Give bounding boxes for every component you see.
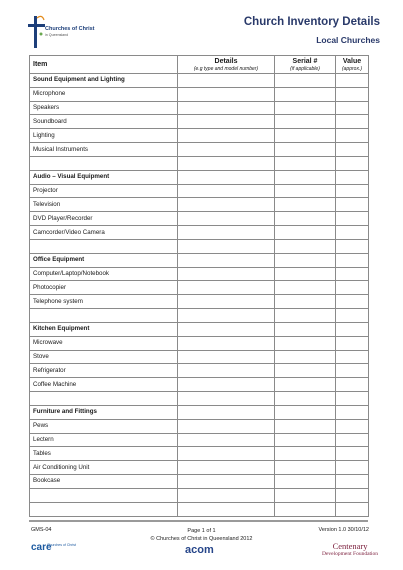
table-row (30, 350, 369, 364)
value-cell[interactable] (336, 488, 369, 502)
table-header-row (30, 56, 369, 74)
table-row (30, 433, 369, 447)
column-header-item: Item (30, 56, 178, 74)
value-cell[interactable] (336, 87, 369, 101)
value-cell[interactable] (336, 198, 369, 212)
value-cell[interactable] (336, 378, 369, 392)
item-label: Microwave (30, 336, 178, 350)
table-row (30, 419, 369, 433)
table-row (30, 502, 369, 516)
table-body (30, 74, 369, 517)
value-cell[interactable] (336, 322, 369, 336)
details-cell[interactable] (178, 502, 275, 516)
item-label: Tables (30, 447, 178, 461)
section-row (30, 322, 369, 336)
serial-cell[interactable] (275, 281, 336, 295)
table-row (30, 267, 369, 281)
value-cell[interactable] (336, 212, 369, 226)
details-cell[interactable] (178, 253, 275, 267)
table-row (30, 309, 369, 323)
details-cell[interactable] (178, 350, 275, 364)
serial-cell[interactable] (275, 350, 336, 364)
value-cell[interactable] (336, 447, 369, 461)
item-label: Air Conditioning Unit (30, 461, 178, 475)
item-label: DVD Player/Recorder (30, 212, 178, 226)
value-cell[interactable] (336, 461, 369, 475)
value-cell[interactable] (336, 405, 369, 419)
item-label: Stove (30, 350, 178, 364)
table-row (30, 378, 369, 392)
value-cell[interactable] (336, 364, 369, 378)
serial-cell[interactable] (275, 74, 336, 88)
item-label: Television (30, 198, 178, 212)
column-header-value: Value (approx.) (336, 56, 369, 74)
page-number: Page 1 of 1 (187, 528, 216, 534)
details-cell[interactable] (178, 115, 275, 129)
table-row (30, 198, 369, 212)
value-cell[interactable] (336, 170, 369, 184)
serial-cell[interactable] (275, 336, 336, 350)
details-cell[interactable] (178, 156, 275, 170)
serial-cell[interactable] (275, 502, 336, 516)
serial-cell[interactable] (275, 378, 336, 392)
serial-cell[interactable] (275, 156, 336, 170)
serial-cell[interactable] (275, 364, 336, 378)
value-cell[interactable] (336, 392, 369, 406)
serial-cell[interactable] (275, 475, 336, 489)
serial-cell[interactable] (275, 184, 336, 198)
serial-cell[interactable] (275, 267, 336, 281)
serial-cell[interactable] (275, 101, 336, 115)
serial-cell[interactable] (275, 129, 336, 143)
value-cell[interactable] (336, 101, 369, 115)
item-label: Computer/Laptop/Notebook (30, 267, 178, 281)
item-label: Musical Instruments (30, 143, 178, 157)
item-label (30, 502, 178, 516)
details-cell[interactable] (178, 198, 275, 212)
serial-cell[interactable] (275, 405, 336, 419)
item-label: Telephone system (30, 295, 178, 309)
value-cell[interactable] (336, 253, 369, 267)
section-row (30, 253, 369, 267)
page-title: Church Inventory Details (243, 16, 380, 28)
serial-cell[interactable] (275, 309, 336, 323)
item-label: Refrigerator (30, 364, 178, 378)
value-cell[interactable] (336, 267, 369, 281)
table-row (30, 212, 369, 226)
section-heading: Kitchen Equipment (30, 322, 178, 336)
value-cell[interactable] (336, 350, 369, 364)
details-cell[interactable] (178, 267, 275, 281)
serial-cell[interactable] (275, 488, 336, 502)
details-cell[interactable] (178, 378, 275, 392)
value-cell[interactable] (336, 281, 369, 295)
item-label (30, 488, 178, 502)
value-cell[interactable] (336, 336, 369, 350)
details-cell[interactable] (178, 364, 275, 378)
item-label: Coffee Machine (30, 378, 178, 392)
value-cell[interactable] (336, 433, 369, 447)
serial-cell[interactable] (275, 143, 336, 157)
copyright: © Churches of Christ in Queensland 2012 (150, 536, 253, 542)
details-cell[interactable] (178, 143, 275, 157)
serial-cell[interactable] (275, 461, 336, 475)
details-cell[interactable] (178, 129, 275, 143)
table-row (30, 129, 369, 143)
section-heading: Furniture and Fittings (30, 405, 178, 419)
details-cell[interactable] (178, 212, 275, 226)
table-row (30, 184, 369, 198)
serial-cell[interactable] (275, 419, 336, 433)
serial-cell[interactable] (275, 212, 336, 226)
section-row (30, 405, 369, 419)
details-cell[interactable] (178, 309, 275, 323)
details-cell[interactable] (178, 226, 275, 240)
serial-cell[interactable] (275, 322, 336, 336)
serial-cell[interactable] (275, 239, 336, 253)
serial-cell[interactable] (275, 115, 336, 129)
details-cell[interactable] (178, 392, 275, 406)
value-cell[interactable] (336, 156, 369, 170)
value-cell[interactable] (336, 309, 369, 323)
value-cell[interactable] (336, 502, 369, 516)
details-cell[interactable] (178, 295, 275, 309)
item-label: Projector (30, 184, 178, 198)
item-label: Pews (30, 419, 178, 433)
item-label: Speakers (30, 101, 178, 115)
value-cell[interactable] (336, 419, 369, 433)
table-row (30, 364, 369, 378)
table-row (30, 461, 369, 475)
table-row (30, 392, 369, 406)
value-cell[interactable] (336, 295, 369, 309)
table-row (30, 226, 369, 240)
value-cell[interactable] (336, 226, 369, 240)
serial-cell[interactable] (275, 170, 336, 184)
value-cell[interactable] (336, 129, 369, 143)
acom-logo: acom (185, 544, 214, 556)
serial-cell[interactable] (275, 87, 336, 101)
serial-cell[interactable] (275, 253, 336, 267)
section-heading: Sound Equipment and Lighting (30, 74, 178, 88)
details-cell[interactable] (178, 475, 275, 489)
item-label: Microphone (30, 87, 178, 101)
value-cell[interactable] (336, 239, 369, 253)
footer-divider (29, 520, 368, 522)
table-row (30, 115, 369, 129)
item-label (30, 309, 178, 323)
details-cell[interactable] (178, 87, 275, 101)
table-row (30, 295, 369, 309)
value-cell[interactable] (336, 184, 369, 198)
form-code: GMS-04 (31, 527, 52, 533)
column-header-details: Details (e.g type and model number) (178, 56, 275, 74)
table-row (30, 156, 369, 170)
details-cell[interactable] (178, 170, 275, 184)
table-row (30, 281, 369, 295)
table-row (30, 336, 369, 350)
item-label: Bookcase (30, 475, 178, 489)
item-label: Lectern (30, 433, 178, 447)
version-text: Version 1.0 30/10/12 (318, 527, 369, 533)
item-label (30, 239, 178, 253)
details-cell[interactable] (178, 184, 275, 198)
page-subtitle: Local Churches (316, 35, 380, 45)
details-cell[interactable] (178, 281, 275, 295)
details-cell[interactable] (178, 447, 275, 461)
details-cell[interactable] (178, 419, 275, 433)
centenary-logo: Centenary Development Foundation (322, 541, 379, 557)
serial-cell[interactable] (275, 447, 336, 461)
item-label: Photocopier (30, 281, 178, 295)
details-cell[interactable] (178, 101, 275, 115)
table-row (30, 475, 369, 489)
item-label (30, 156, 178, 170)
details-cell[interactable] (178, 461, 275, 475)
table-row (30, 488, 369, 502)
section-heading: Audio – Visual Equipment (30, 170, 178, 184)
inventory-table (29, 55, 369, 517)
details-cell[interactable] (178, 405, 275, 419)
item-label: Lighting (30, 129, 178, 143)
serial-cell[interactable] (275, 392, 336, 406)
value-cell[interactable] (336, 475, 369, 489)
table-row (30, 101, 369, 115)
value-cell[interactable] (336, 143, 369, 157)
item-label: Camcorder/Video Camera (30, 226, 178, 240)
table-row (30, 239, 369, 253)
details-cell[interactable] (178, 488, 275, 502)
table-row (30, 143, 369, 157)
item-label (30, 392, 178, 406)
serial-cell[interactable] (275, 198, 336, 212)
care-logo: care Churches of Christ (31, 542, 76, 553)
details-cell[interactable] (178, 433, 275, 447)
details-cell[interactable] (178, 336, 275, 350)
value-cell[interactable] (336, 115, 369, 129)
value-cell[interactable] (336, 74, 369, 88)
table-row (30, 447, 369, 461)
column-header-serial: Serial # (if applicable) (275, 56, 336, 74)
details-cell[interactable] (178, 74, 275, 88)
item-label: Soundboard (30, 115, 178, 129)
section-heading: Office Equipment (30, 253, 178, 267)
details-cell[interactable] (178, 239, 275, 253)
section-row (30, 74, 369, 88)
serial-cell[interactable] (275, 295, 336, 309)
serial-cell[interactable] (275, 226, 336, 240)
logo-text: Churches of Christ in Queensland (45, 26, 95, 37)
serial-cell[interactable] (275, 433, 336, 447)
section-row (30, 170, 369, 184)
details-cell[interactable] (178, 322, 275, 336)
table-row (30, 87, 369, 101)
